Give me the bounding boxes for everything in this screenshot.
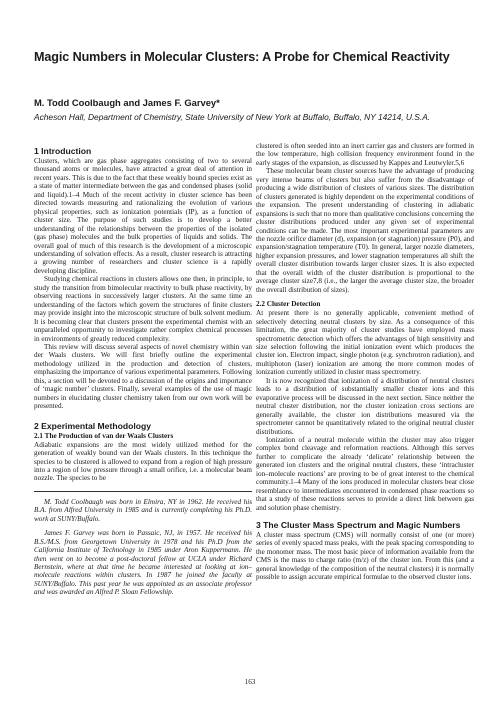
footnote-divider: [34, 491, 252, 492]
page-number: 163: [244, 678, 256, 686]
subsection-heading-production: 2.1 The Production of van der Waals Clusters: [34, 431, 174, 440]
detection-paragraph-3: Ionization of a neutral molecule within the cluster may also trigger complex bond cleavage and reformation reactions. Although this serves further to complicate the already ‘delicate’ relationship between the generated ion clusters and the original neutral clusters, these ‘intracluster ion–molecule reactions’ are proving to be of great interest to the chemical community.1–4 Many of the ions produced in molecular clusters bear close resemblance to intermediates encountered in condensed phase reactions so that a study of these reactions serves to provide a direct link between gas and solution phase chemistry.: [256, 435, 474, 512]
detection-paragraph-2: It is now recognized that ionization of a distribution of neutral clusters leads to a distribution of substantially smaller cluster ions and this evaporative process will be discussed in the next section. Since neither the neutral cluster distribution, nor the cluster ionization cross sections are generally available, the cluster ion distributions measured via the spectrometer cannot be quantitatively related to the original neutral cluster distributions.: [256, 376, 474, 436]
section-heading-methodology: 2 Experimental Methodology: [34, 420, 151, 431]
article-title: Magic Numbers in Molecular Clusters: A Probe for Chemical Reactivity: [34, 50, 450, 64]
magic-numbers-paragraph: A cluster mass spectrum (CMS) will normally consist of one (or more) series of evenly spaced mass peaks, with the peak spacing corresponding to the monomer mass. The most basic piece of information available from the CMS is the mass to charge ratio (m/z) of the cluster ion. From this (and a general knowledge of the composition of the neutral clusters) it is normally possible to assign accurate empirical formulae to the observed cluster ions.: [256, 531, 474, 582]
author-bio-coolbaugh: M. Todd Coolbaugh was born in Elmira, NY in 1962. He received his B.A. from Alfred University in 1985 and is currently completing his Ph.D. work at SUNY/Buffalo.: [34, 497, 252, 523]
production-continued-paragraph: clustered is often seeded into an inert carrier gas and clusters are formed in the low temperature, high collision frequency environment found in the early stages of the expansion, as discussed by Kappes and Leutwyler.5,6: [256, 142, 474, 167]
section-heading-magic-numbers: 3 The Cluster Mass Spectrum and Magic Numbers: [256, 520, 461, 531]
intro-paragraph-1: Clusters, which are gas phase aggregates consisting of two to several thousand atoms or molecules, have attracted a great deal of attention in recent years. This is due to the fact that these weakly bound species exist as a state of matter intermediate between the gas and condensed phases (solid and liquid).1–4 Much of the recent activity in cluster science has been directed towards measuring and rationalizing the evolution of various physical properties, such as ionization potentials (IP), as a function of cluster size. The purpose of such studies is to develop a better understanding of the relationships between the properties of the isolated (gas phase) molecules and the bulk properties of liquids and solids. The overall goal of much of this research is the development of a microscopic understanding of solvation effects. As a result, cluster research is attracting a growing number of researchers and cluster science is a rapidly developing discipline.: [34, 157, 252, 275]
author-bio-garvey: James F. Garvey was born in Passaic, NJ, in 1957. He received his B.S./M.S. from Georgetown University in 1978 and his Ph.D from the California Institute of Technology in 1985 under Aron Kuppermann. He then went on to become a post-doctoral fellow at UCLA under Richard Bernstein, where at that time he became interested at looking at ion–molecule reactions within clusters. In 1987 he joined the faculty at SUNY/Buffalo. This past year he was appointed as an associate professor and was awarded an Alfred P. Sloan Fellowship.: [34, 529, 252, 597]
intro-paragraph-2: Studying chemical reactions in clusters allows one then, in principle, to study the transition from bimolecular reactivity to bulk phase reactivity, by observing reactions in successively larger clusters. At the same time an understanding of the factors which govern the structures of finite clusters may provide insight into the microscopic structure of bulk solvent medium. It is becoming clear that clusters present the experimental chemist with an unparalleled opportunity to investigate rather complex chemical processes in environments of greatly reduced complexity.: [34, 275, 252, 343]
left-column: [34, 142, 252, 597]
right-column: [256, 142, 474, 582]
section-heading-introduction: 1 Introduction: [34, 146, 92, 156]
beam-sources-paragraph: These molecular beam cluster sources have the advantage of producing very intense beams of clusters but also suffer from the disadvantage of producing a wide distribution of clusters of various sizes. The distribution of clusters generated is highly dependent on the experimental conditions of the expansion. The present understanding of clustering in adiabatic expansions is such that no more than qualitative conclusions concerning the cluster distributions produced under any given set of experimental conditions can be made. The most important experimental parameters are the nozzle orifice diameter (d), expansion (or stagnation) pressure (P0), and expansion/stagnation temperature (T0). In general, larger nozzle diameters, higher expansion pressures, and lower stagnation temperatures all shift the overall cluster distribution towards larger cluster sizes. It is also expected that the overall width of the cluster distribution is proportional to the average cluster size7,8 (i.e., the larger the average cluster size, the broader the overall distribution of sizes).: [256, 167, 474, 294]
production-paragraph: Adiabatic expansions are the most widely utilized method for the generation of weakly bound van der Waals clusters. In this technique the species to be clustered is allowed to expand from a region of high pressure into a region of low pressure through a small orifice, i.e. a molecular beam nozzle. The species to be: [34, 440, 252, 483]
intro-paragraph-3: This review will discuss several aspects of novel chemistry within van der Waals clusters. We will first briefly outline the experimental methodology utilized in the production and detection of clusters, emphasizing the importance of various experimental parameters. Following this, a section will be devoted to a discussion of the origins and importance of ‘magic number’ clusters. Finally, several examples of the use of magic numbers in elucidating cluster chemistry taken from our own work will be presented.: [34, 342, 252, 411]
detection-paragraph-1: At present there is no generally applicable, convenient method of selectively detecting neutral clusters by size. As a consequence of this limitation, the great majority of cluster studies have employed mass spectrometric detection which offers the advantages of high sensitivity and size selection following the initial ionization event which produces the cluster ion. Electron impact, single photon (e.g. synchrotron radiation), and multiphoton (laser) ionization are among the more common modes of ionization currently utilized in cluster mass spectrometry.: [256, 309, 474, 377]
author-affiliation: Acheson Hall, Department of Chemistry, State University of New York at Buffalo, Buffalo, NY 14214, U.S.A.: [34, 112, 431, 122]
article-authors: M. Todd Coolbaugh and James F. Garvey*: [34, 97, 220, 108]
subsection-heading-detection: 2.2 Cluster Detection: [256, 300, 321, 309]
